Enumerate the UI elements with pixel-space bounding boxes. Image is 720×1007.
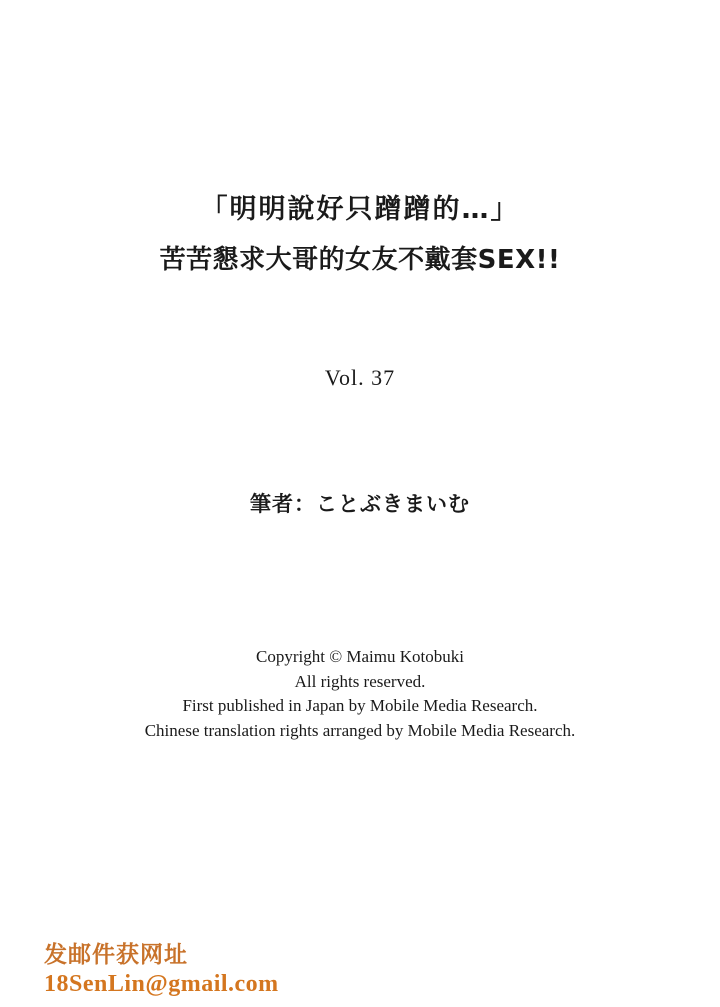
volume-label: Vol. 37 [324,365,396,390]
copyright-block [0,645,720,744]
title-block [0,190,720,280]
watermark-email: 18SenLin@gmail.com [44,971,279,998]
copyright-line-4: Chinese translation rights arranged by Mobile Media Research. [144,720,576,740]
copyright-line-1: Copyright © Maimu Kotobuki [256,647,464,666]
title-line-2: 苦苦懇求大哥的女友不戴套SEX!! [159,244,561,275]
watermark-text-line-1: 发邮件获网址 [44,942,188,969]
volume-block [0,365,720,391]
author-block [0,488,720,518]
copyright-line-3: First published in Japan by Mobile Media Research. [182,696,538,716]
copyright-line-2: All rights reserved. [294,671,426,691]
title-line-1: 「明明說好只蹭蹭的…」 [200,194,520,225]
watermark-block [44,941,279,999]
author-label: 筆者：ことぶきまいむ [250,492,470,516]
